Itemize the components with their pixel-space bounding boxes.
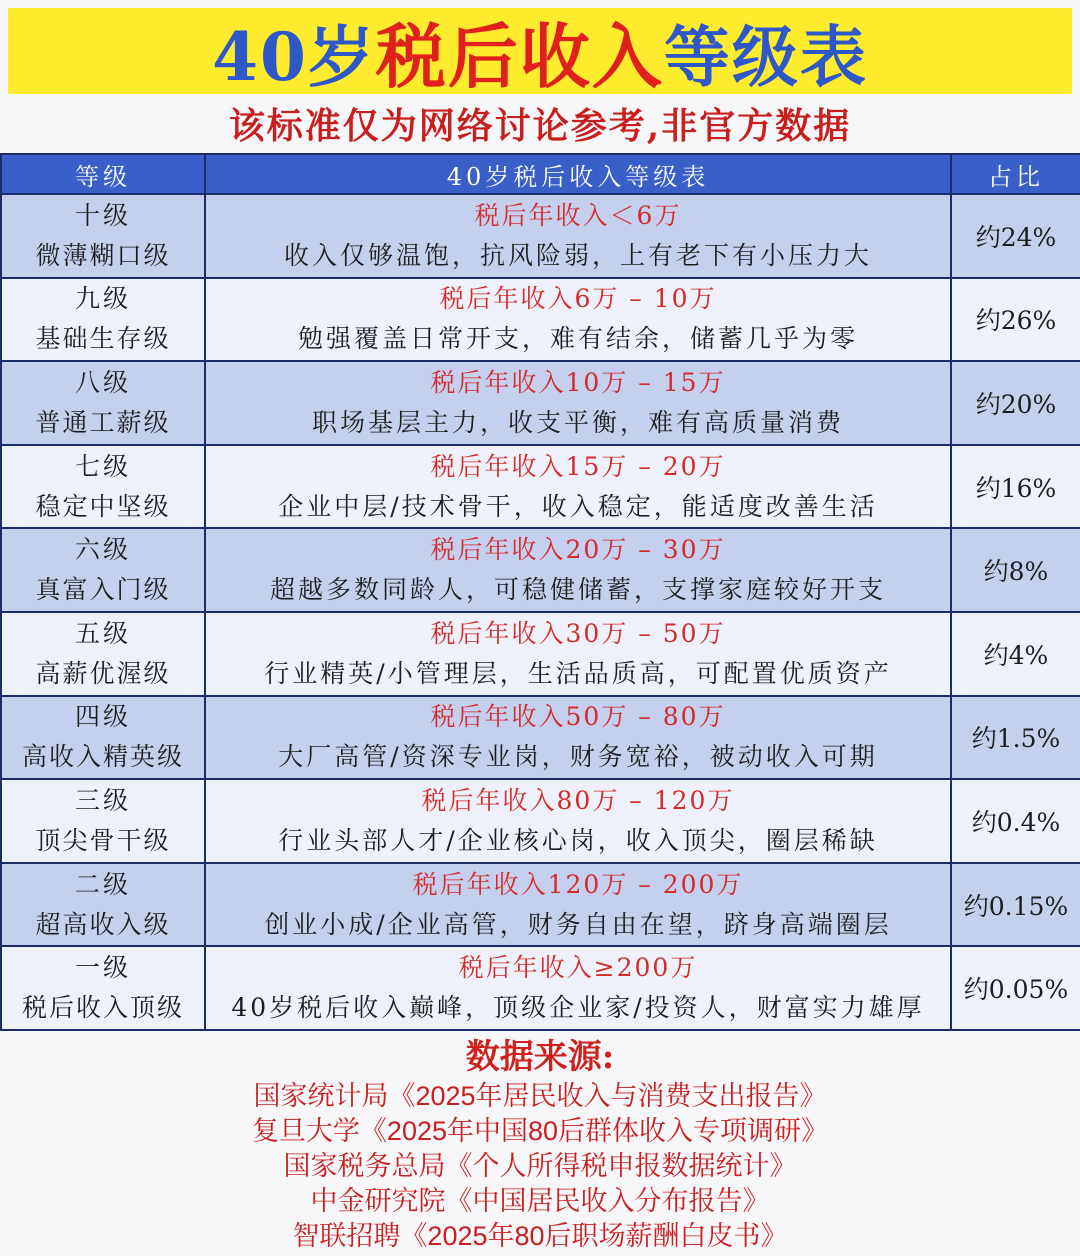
source-item: 复旦大学《2025年中国80后群体收入专项调研》: [251, 1116, 829, 1146]
level-title: 真富入门级: [35, 575, 171, 605]
table-row: [1, 528, 1080, 612]
share-cell: 约0.05%: [951, 946, 1080, 1030]
income-cell: [205, 946, 951, 1030]
income-cell: [205, 445, 951, 529]
level-cell: [1, 779, 205, 863]
income-description: 40岁税后收入巅峰，顶级企业家/投资人，财富实力雄厚: [231, 993, 925, 1023]
column-header-share: 占比: [951, 154, 1080, 194]
table-row: [1, 445, 1080, 529]
share-cell: 约20%: [951, 361, 1080, 445]
table-row: [1, 779, 1080, 863]
level-cell: [1, 946, 205, 1030]
table-row: [1, 612, 1080, 696]
share-cell: 约16%: [951, 445, 1080, 529]
income-description: 行业精英/小管理层，生活品质高，可配置优质资产: [264, 658, 892, 688]
level-title: 顶尖骨干级: [35, 825, 171, 855]
income-cell: [205, 528, 951, 612]
level-name: 六级: [74, 535, 131, 565]
income-description: 大厂高管/资深专业岗，财务宽裕，被动收入可期: [278, 742, 878, 772]
source-item: 智联招聘《2025年80后职场薪酬白皮书》: [292, 1221, 788, 1251]
source-item: 国家统计局《2025年居民收入与消费支出报告》: [253, 1081, 827, 1111]
table-header-row: [1, 154, 1080, 194]
table-row: [1, 361, 1080, 445]
level-name: 八级: [74, 367, 131, 397]
income-range: 税后年收入10万 – 15万: [430, 367, 726, 397]
page-subtitle: 该标准仅为网络讨论参考,非官方数据: [228, 105, 852, 147]
level-cell: [1, 278, 205, 362]
level-title: 普通工薪级: [35, 407, 171, 437]
share-cell: 约0.15%: [951, 863, 1080, 947]
level-title: 高收入精英级: [21, 742, 184, 772]
level-name: 九级: [74, 284, 131, 314]
level-name: 四级: [74, 702, 131, 732]
level-cell: [1, 612, 205, 696]
share-cell: 约8%: [951, 528, 1080, 612]
level-title: 超高收入级: [35, 909, 171, 939]
income-level-table: [0, 153, 1080, 1031]
income-description: 行业头部人才/企业核心岗，收入顶尖，圈层稀缺: [278, 825, 878, 855]
income-description: 职场基层主力，收支平衡，难有高质量消费: [311, 407, 844, 437]
income-range: 税后年收入50万 – 80万: [430, 702, 726, 732]
income-description: 收入仅够温饱，抗风险弱，上有老下有小压力大: [283, 240, 872, 270]
level-name: 七级: [74, 451, 131, 481]
table-row: [1, 946, 1080, 1030]
income-range: 税后年收入＜6万: [474, 200, 682, 230]
income-description: 超越多数同龄人，可稳健储蓄，支撑家庭较好开支: [269, 575, 886, 605]
income-range: 税后年收入120万 – 200万: [412, 869, 744, 899]
level-cell: [1, 445, 205, 529]
level-name: 十级: [74, 200, 131, 230]
share-cell: 约24%: [951, 194, 1080, 278]
table-row: [1, 696, 1080, 780]
level-title: 高薪优渥级: [35, 658, 171, 688]
income-cell: [205, 361, 951, 445]
income-description: 企业中层/技术骨干，收入稳定，能适度改善生活: [278, 491, 878, 521]
income-description: 创业小成/企业高管，财务自由在望，跻身高端圈层: [264, 909, 892, 939]
sources-heading: 数据来源:: [465, 1037, 615, 1077]
share-cell: 约1.5%: [951, 696, 1080, 780]
title-suffix: 等级表: [663, 17, 868, 96]
level-name: 一级: [74, 953, 131, 983]
level-cell: [1, 361, 205, 445]
source-item: 国家税务总局《个人所得税申报数据统计》: [283, 1151, 797, 1181]
share-cell: 约26%: [951, 278, 1080, 362]
income-cell: [205, 779, 951, 863]
level-title: 税后收入顶级: [21, 993, 184, 1023]
income-cell: [205, 194, 951, 278]
level-title: 基础生存级: [35, 324, 171, 354]
income-cell: [205, 278, 951, 362]
income-range: 税后年收入15万 – 20万: [430, 451, 726, 481]
income-range: 税后年收入30万 – 50万: [430, 618, 726, 648]
level-name: 三级: [74, 785, 131, 815]
income-range: 税后年收入6万 – 10万: [439, 284, 717, 314]
level-title: 稳定中坚级: [35, 491, 171, 521]
level-name: 五级: [74, 618, 131, 648]
income-range: 税后年收入80万 – 120万: [421, 785, 735, 815]
source-item: 中金研究院《中国居民收入分布报告》: [310, 1186, 770, 1216]
column-header-income: 40岁税后收入等级表: [205, 154, 951, 194]
income-cell: [205, 863, 951, 947]
page-title: [8, 8, 1072, 98]
share-cell: 约4%: [951, 612, 1080, 696]
level-cell: [1, 696, 205, 780]
column-header-level: 等级: [1, 154, 205, 194]
share-cell: 约0.4%: [951, 779, 1080, 863]
level-title: 微薄糊口级: [35, 240, 171, 270]
income-description: 勉强覆盖日常开支，难有结余，储蓄几乎为零: [297, 324, 858, 354]
level-name: 二级: [74, 869, 131, 899]
title-prefix: 40岁: [212, 17, 376, 96]
table-row: [1, 278, 1080, 362]
income-cell: [205, 612, 951, 696]
level-cell: [1, 528, 205, 612]
income-range: 税后年收入20万 – 30万: [430, 535, 726, 565]
title-highlight: 税后收入: [375, 14, 664, 98]
data-sources: [0, 1035, 1080, 1254]
level-cell: [1, 863, 205, 947]
income-cell: [205, 696, 951, 780]
table-row: [1, 863, 1080, 947]
table-row: [1, 194, 1080, 278]
income-range: 税后年收入≥200万: [458, 953, 698, 983]
level-cell: [1, 194, 205, 278]
